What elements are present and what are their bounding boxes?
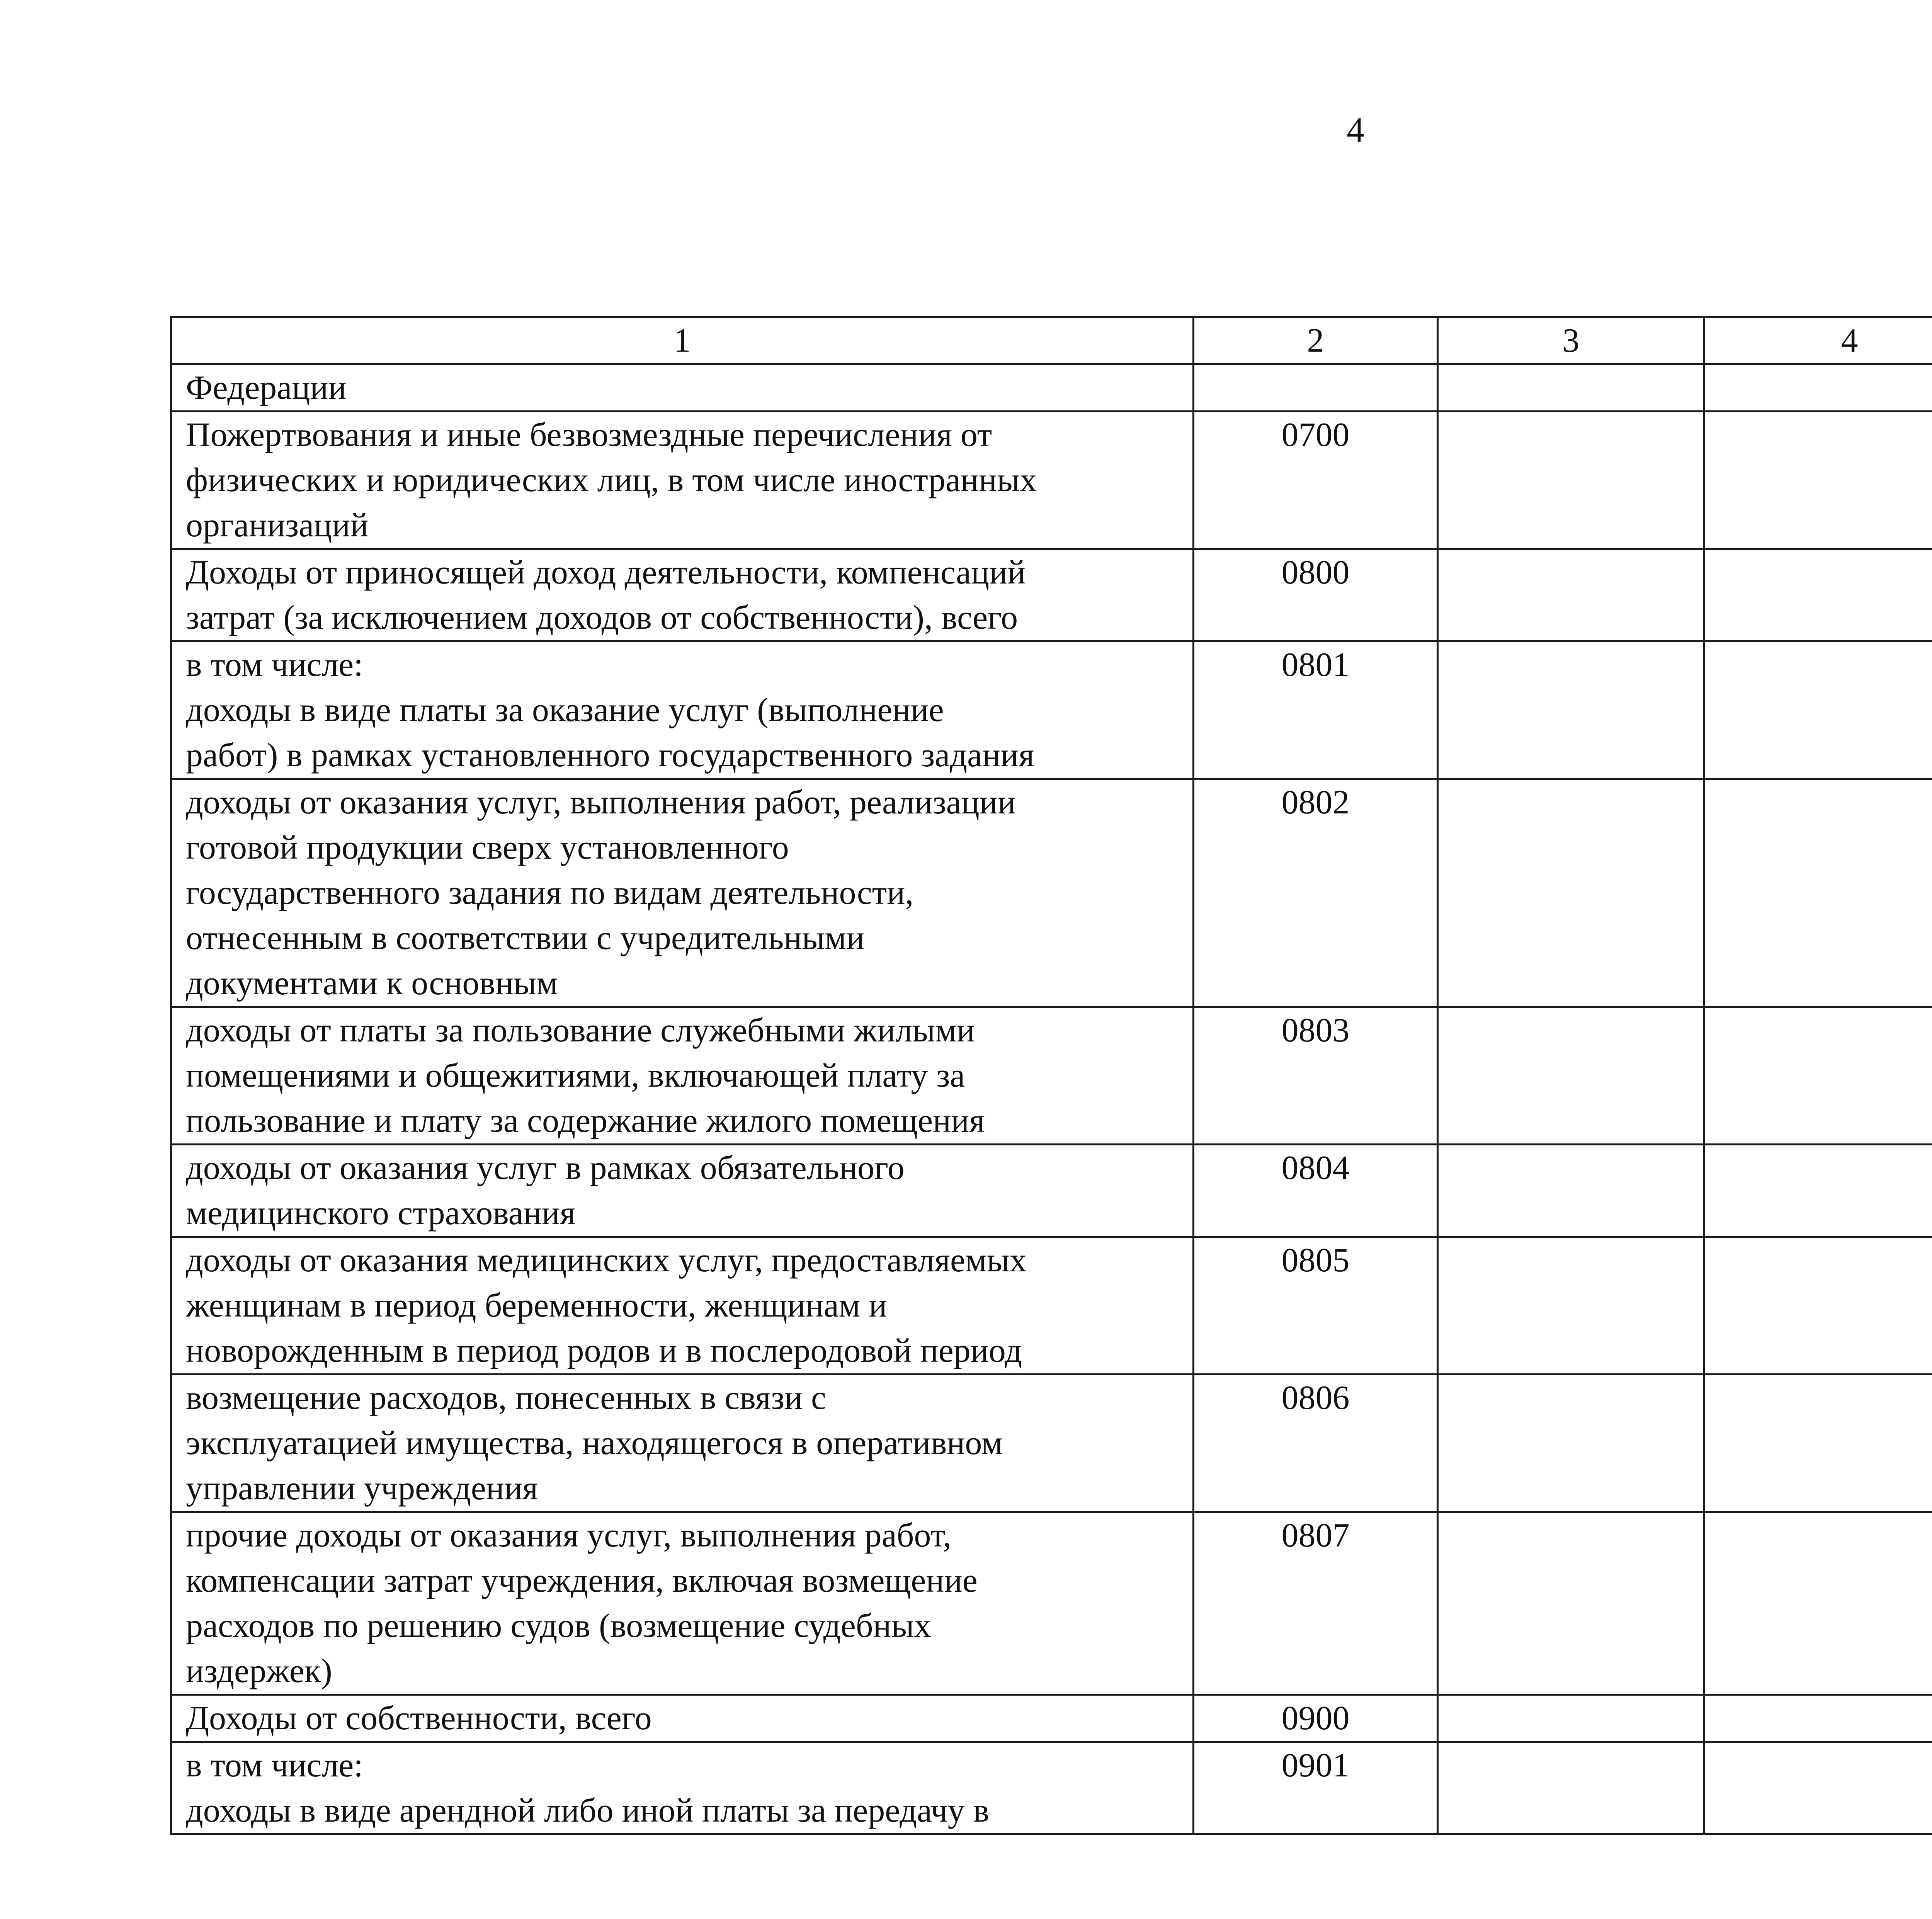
table-row: [171, 1007, 1932, 1145]
value-cell: [1704, 1007, 1932, 1145]
value-cell: [1438, 412, 1704, 549]
row-description: прочие доходы от оказания услуг, выполнения работ, компенсации затрат учреждения, включая возмещение расходов по решению судов (возмещение судебных издержек): [171, 1512, 1194, 1695]
value-cell: [1704, 1375, 1932, 1512]
table-row: [171, 1512, 1932, 1695]
value-cell: [1704, 1145, 1932, 1237]
row-code: 0900: [1194, 1695, 1438, 1742]
value-cell: [1704, 364, 1932, 412]
value-cell: [1438, 779, 1704, 1007]
table-row: [171, 779, 1932, 1007]
page-number: 4: [1347, 110, 1364, 150]
row-description: доходы от оказания медицинских услуг, предоставляемых женщинам в период беременности, женщинам и новорожденным в период родов и в послеродовой период: [171, 1237, 1194, 1375]
value-cell: [1438, 1695, 1704, 1742]
row-description: доходы от платы за пользование служебными жилыми помещениями и общежитиями, включающей плату за пользование и плату за содержание жилого помещения: [171, 1007, 1194, 1145]
value-cell: [1704, 549, 1932, 641]
value-cell: [1438, 1145, 1704, 1237]
value-cell: [1704, 779, 1932, 1007]
row-code: [1194, 364, 1438, 412]
form-table: [170, 316, 1932, 1835]
value-cell: [1704, 1237, 1932, 1375]
row-description: доходы от оказания услуг, выполнения работ, реализации готовой продукции сверх установленного государственного задания по видам деятельности, отнесенным в соответствии с учредительными документами к основным: [171, 779, 1194, 1007]
row-code: 0805: [1194, 1237, 1438, 1375]
value-cell: [1704, 641, 1932, 779]
table-row: [171, 1695, 1932, 1742]
row-description: возмещение расходов, понесенных в связи с эксплуатацией имущества, находящегося в оперативном управлении учреждения: [171, 1375, 1194, 1512]
table-row: [171, 412, 1932, 549]
row-description: в том числе: доходы в виде платы за оказание услуг (выполнение работ) в рамках установленного государственного задания: [171, 641, 1194, 779]
table-row: [171, 1145, 1932, 1237]
column-header: 3: [1438, 317, 1704, 364]
table-row: [171, 364, 1932, 412]
column-header: 2: [1194, 317, 1438, 364]
value-cell: [1438, 1007, 1704, 1145]
table-row: [171, 549, 1932, 641]
value-cell: [1704, 1512, 1932, 1695]
table-row: [171, 1237, 1932, 1375]
row-code: 0700: [1194, 412, 1438, 549]
value-cell: [1704, 1742, 1932, 1834]
table-header-row: [171, 317, 1932, 364]
value-cell: [1704, 412, 1932, 549]
value-cell: [1438, 364, 1704, 412]
row-description: в том числе: доходы в виде арендной либо иной платы за передачу в: [171, 1742, 1194, 1834]
row-code: 0800: [1194, 549, 1438, 641]
row-code: 0901: [1194, 1742, 1438, 1834]
row-code: 0807: [1194, 1512, 1438, 1695]
table-row: [171, 1742, 1932, 1834]
value-cell: [1704, 1695, 1932, 1742]
table-row: [171, 641, 1932, 779]
table-row: [171, 1375, 1932, 1512]
value-cell: [1438, 1237, 1704, 1375]
value-cell: [1438, 641, 1704, 779]
value-cell: [1438, 1375, 1704, 1512]
row-code: 0802: [1194, 779, 1438, 1007]
value-cell: [1438, 549, 1704, 641]
value-cell: [1438, 1512, 1704, 1695]
row-code: 0804: [1194, 1145, 1438, 1237]
row-description: Доходы от приносящей доход деятельности, компенсаций затрат (за исключением доходов от собственности), всего: [171, 549, 1194, 641]
row-description: Пожертвования и иные безвозмездные перечисления от физических и юридических лиц, в том числе иностранных организаций: [171, 412, 1194, 549]
row-code: 0803: [1194, 1007, 1438, 1145]
row-description: Федерации: [171, 364, 1194, 412]
value-cell: [1438, 1742, 1704, 1834]
column-header: 4: [1704, 317, 1932, 364]
row-code: 0806: [1194, 1375, 1438, 1512]
row-code: 0801: [1194, 641, 1438, 779]
row-description: доходы от оказания услуг в рамках обязательного медицинского страхования: [171, 1145, 1194, 1237]
column-header: 1: [171, 317, 1194, 364]
row-description: Доходы от собственности, всего: [171, 1695, 1194, 1742]
